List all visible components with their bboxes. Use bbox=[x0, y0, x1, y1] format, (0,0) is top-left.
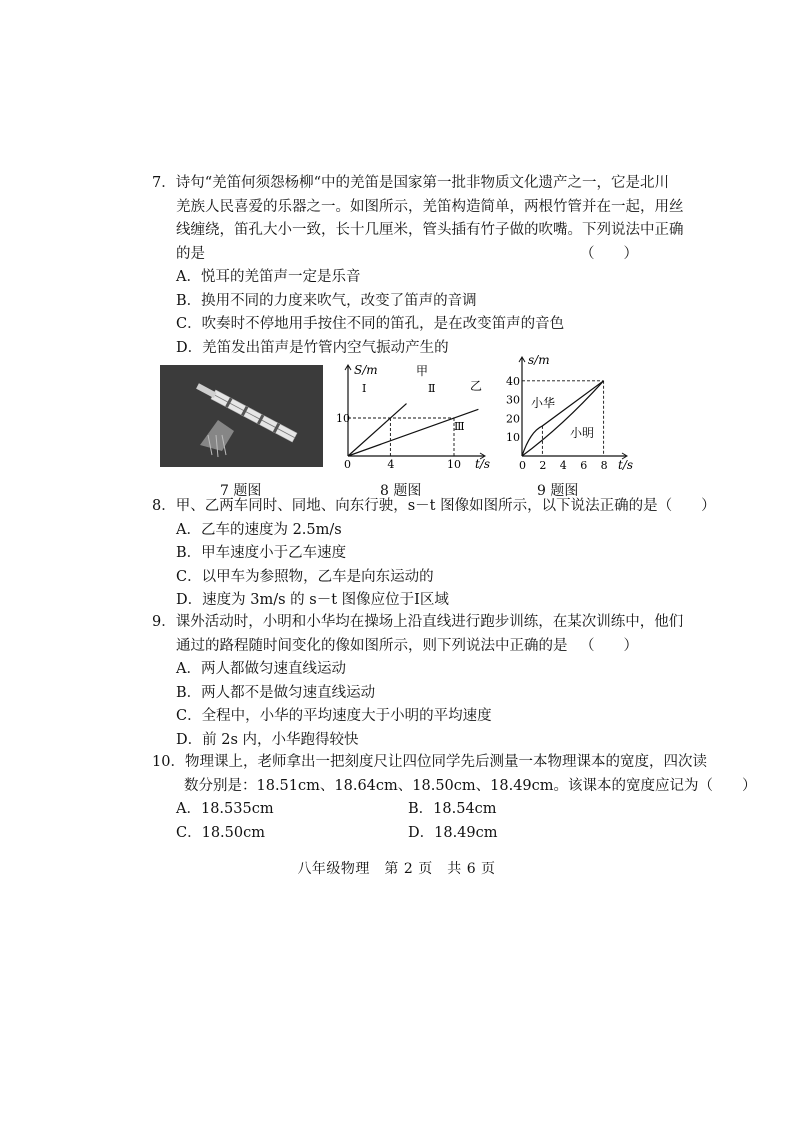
page-footer: 八年级物理 第 2 页 共 6 页 bbox=[297, 861, 496, 877]
y-axis-label: s/m bbox=[528, 353, 550, 367]
question-9 bbox=[152, 611, 684, 752]
option-a: A．两人都做匀速直线运动 bbox=[176, 661, 346, 677]
option-b: B．18.54cm bbox=[408, 801, 497, 817]
x-tick-label: 0 bbox=[344, 458, 351, 471]
x-tick-label: 0 bbox=[519, 459, 526, 472]
figure-8-caption: 8 题图 bbox=[380, 483, 422, 499]
question-9-line: 通过的路程随时间变化的像如图所示，则下列说法中正确的是 bbox=[176, 637, 568, 654]
option-c: C．吹奏时不停地用手按住不同的笛孔，是在改变笛声的音色 bbox=[176, 316, 565, 332]
x-tick-label: 8 bbox=[600, 459, 608, 472]
question-10 bbox=[152, 751, 757, 845]
question-9-line: 9．课外活动时，小明和小华均在操场上沿直线进行跑步训练，在某次训练中，他们 bbox=[152, 614, 684, 630]
answer-parentheses: （ ） bbox=[580, 245, 638, 262]
x-tick-label: 6 bbox=[580, 459, 588, 472]
series-label-jia: 甲 bbox=[416, 364, 429, 378]
y-tick-label: 30 bbox=[506, 393, 520, 407]
option-b: B．换用不同的力度来吹气，改变了笛声的音调 bbox=[176, 292, 477, 309]
series-label-yi: 乙 bbox=[470, 379, 483, 393]
question-10-line: 10．物理课上，老师拿出一把刻度尺让四位同学先后测量一本物理课本的宽度，四次读 bbox=[152, 754, 707, 770]
x-axis-label: t/s bbox=[618, 458, 634, 472]
x-axis-label: t/s bbox=[475, 457, 491, 471]
y-tick-label: 20 bbox=[506, 412, 520, 426]
y-tick-label: 40 bbox=[506, 374, 520, 388]
option-c: C．以甲车为参照物，乙车是向东运动的 bbox=[176, 568, 434, 585]
question-7-line bbox=[152, 243, 638, 267]
question-7-line: 线缠绕，笛孔大小一致，长十几厘米，管头插有竹子做的吹嘴。下列说法中正确 bbox=[176, 222, 684, 238]
question-7-line: 的是 bbox=[176, 245, 205, 262]
option-b: B．甲车速度小于乙车速度 bbox=[176, 545, 347, 561]
y-tick-label: 10 bbox=[506, 431, 520, 445]
option-d: D．羌笛发出笛声是竹管内空气振动产生的 bbox=[176, 339, 449, 356]
option-b: B．两人都不是做匀速直线运动 bbox=[176, 684, 376, 701]
series-line-xiaoming bbox=[522, 381, 604, 456]
region-label-3: Ⅲ bbox=[454, 420, 465, 433]
option-d: D．速度为 3m/s 的 s－t 图像应位于Ⅰ区域 bbox=[176, 592, 449, 608]
region-label-2: Ⅱ bbox=[428, 382, 436, 395]
figure-9-caption: 9 题图 bbox=[537, 483, 579, 499]
x-tick-label: 2 bbox=[539, 459, 547, 472]
x-tick-label: 4 bbox=[559, 459, 567, 472]
series-line-jia bbox=[348, 404, 407, 456]
question-9-line bbox=[152, 635, 638, 659]
question-7 bbox=[152, 172, 684, 360]
question-7-line: 羌族人民喜爱的乐器之一。如图所示，羌笛构造简单，两根竹管并在一起，用丝 bbox=[176, 198, 684, 215]
qiangdi-illustration bbox=[160, 365, 323, 467]
question-7-line: 7．诗句“羌笛何须怨杨柳“中的羌笛是国家第一批非物质文化遗产之一，它是北川 bbox=[152, 175, 670, 191]
series-label-xiaoming: 小明 bbox=[570, 426, 595, 441]
question-10-line: 数分别是：18.51cm、18.64cm、18.50cm、18.49cm。该课本的宽度应记为（ ） bbox=[184, 777, 757, 794]
qiangdi-photo bbox=[160, 365, 323, 467]
figure-9-st-graph bbox=[498, 352, 638, 472]
option-d: D．18.49cm bbox=[408, 824, 498, 841]
series-label-xiaohua: 小华 bbox=[531, 396, 556, 411]
figure-7-caption: 7 题图 bbox=[220, 483, 262, 499]
option-a: A．悦耳的羌笛声一定是乐音 bbox=[176, 269, 361, 285]
figure-8-st-graph bbox=[332, 360, 492, 472]
x-tick-label: 10 bbox=[447, 458, 461, 471]
region-label-1: Ⅰ bbox=[362, 382, 367, 395]
series-line-xiaohua bbox=[522, 381, 604, 456]
y-tick-label: 10 bbox=[336, 412, 350, 425]
option-a: A．乙车的速度为 2.5m/s bbox=[176, 521, 342, 538]
x-tick-label: 4 bbox=[387, 458, 395, 471]
option-c: C．18.50cm bbox=[176, 824, 265, 841]
question-8-stem: 8．甲、乙两车同时、同地、向东行驶，s－t 图像如图所示，以下说法正确的是（ ） bbox=[152, 498, 716, 514]
option-c: C．全程中，小华的平均速度大于小明的平均速度 bbox=[176, 708, 492, 724]
question-8 bbox=[152, 495, 716, 613]
answer-parentheses: （ ） bbox=[580, 637, 638, 654]
option-a: A．18.535cm bbox=[176, 801, 274, 817]
y-axis-label: S/m bbox=[354, 363, 378, 377]
option-d: D．前 2s 内，小华跑得较快 bbox=[176, 731, 359, 748]
